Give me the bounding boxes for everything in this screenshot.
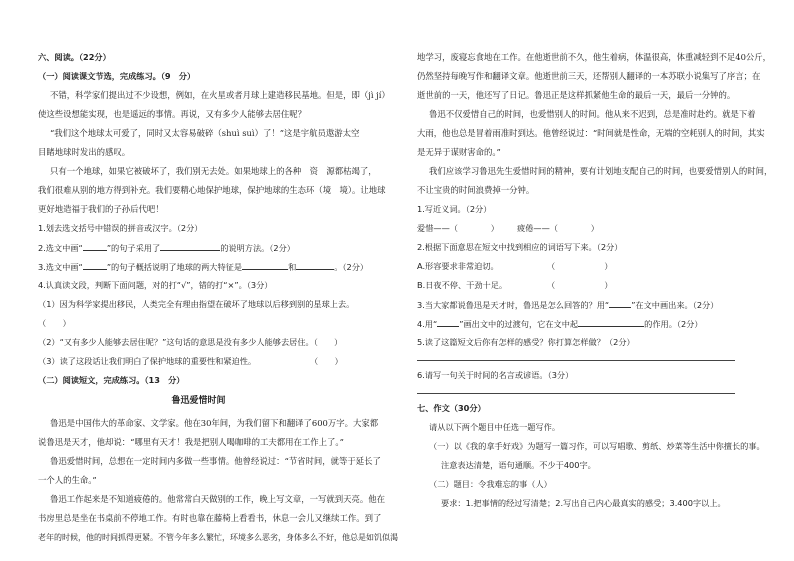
writing-option-1-req: 注意表达清楚，语句通顺。不少于400字。 xyxy=(441,460,596,470)
question-3: 3.选文中画“ ”的句子概括说明了地球的两大特征是 和 。（2分） xyxy=(38,262,369,272)
question-2-item: A.形容要求非常迫切。 xyxy=(417,261,499,271)
answer-paren[interactable]: （ ） xyxy=(547,261,613,271)
essay-title: 鲁迅爱惜时间 xyxy=(171,396,226,406)
section7-title: 七、作文（30分） xyxy=(417,403,486,413)
essay-line: 一个人的生命。” xyxy=(38,475,97,485)
synonym-answer[interactable]: 疲倦——（ ） xyxy=(517,223,599,233)
answer-paren[interactable]: （ ） xyxy=(38,318,71,328)
answer-blank[interactable] xyxy=(83,242,107,251)
question-6: 6.请写一句关于时间的名言或谚语。（3分） xyxy=(417,370,574,380)
essay-line: 仍然坚持每晚写作和翻译文章。他逝世前三天，还帮别人翻译的一本苏联小说集写了序言；在 xyxy=(417,71,761,81)
question-1: 1.写近义词。（2分） xyxy=(417,204,492,214)
question-4-item: （1）因为科学家提出移民，人类完全有理由指望在破坏了地球以后移到别的星球上去。 xyxy=(38,299,355,309)
synonym-answer[interactable]: 爱惜——（ ） xyxy=(417,223,499,233)
answer-blank[interactable] xyxy=(296,261,334,270)
essay-line: 地学习，废寝忘食地在工作。在他逝世前不久，他生着病，体温很高，体重减轻到不足40公斤， xyxy=(417,52,772,62)
part1-title: （一）阅读课文节选，完成练习。（9 分） xyxy=(38,71,196,81)
writing-option-2-req: 要求：1.把事情的经过写清楚；2.写出自己内心最真实的感受；3.400字以上。 xyxy=(441,498,726,508)
question-2-item: B.日夜不停、干劲十足。 xyxy=(417,280,508,290)
essay-line: 鲁迅是中国伟大的革命家、文学家。他在30年间，为我们留下和翻译了600万字。大家都 xyxy=(50,418,379,428)
essay-line: 不让宝贵的时间浪费掉一分钟。 xyxy=(417,185,535,195)
answer-paren[interactable]: （ ） xyxy=(310,356,343,366)
writing-intro: 请从以下两个题目中任选一题写作。 xyxy=(429,422,561,432)
question-3: 3.当大家都说鲁迅是天才时，鲁迅是怎么回答的？用“ ”在文中画出来。（2分） xyxy=(417,300,719,310)
answer-blank[interactable] xyxy=(437,318,459,327)
question-4: 4.用“ ”画出文中的过渡句，它在文中起 的作用。（2分） xyxy=(417,319,703,329)
passage1-line: 更好地造福于我们的子孙后代吧！ xyxy=(38,204,164,214)
answer-blank[interactable] xyxy=(242,261,288,270)
answer-line[interactable] xyxy=(417,360,735,361)
answer-blank[interactable] xyxy=(578,318,644,327)
passage1-line: 不错，科学家们提出过不少设想，例如，在火星或者月球上建造移民基地。但是，即（jì jí） xyxy=(50,90,390,100)
question-1: 1.划去选文括号中错误的拼音或汉字。（2分） xyxy=(38,223,203,233)
answer-blank[interactable] xyxy=(609,299,631,308)
answer-line[interactable] xyxy=(417,393,735,394)
answer-blank[interactable] xyxy=(83,261,107,270)
essay-line: 老年的时候，他的时间抓得更紧。不管今年多么繁忙，环境多么恶劣，身体多么不好，他总是如饥似渴 xyxy=(38,533,398,542)
answer-paren[interactable]: （ ） xyxy=(547,280,613,290)
essay-line: 鲁迅不仅爱惜自己的时间，也爱惜别人的时间。他从来不迟到，总是准时赴约。就是下着 xyxy=(429,109,756,119)
passage1-line: “我们这个地球太可爱了，同时又太容易破碎（shuì suì）了！”这是宇航员遨游太空 xyxy=(50,128,360,138)
passage1-line: 使这些设想能实现，也是遥远的事情。再说，又有多少人能够去居住呢？ xyxy=(38,109,306,119)
part2-title: （二）阅读短文，完成练习。（13 分） xyxy=(38,375,185,385)
question-4-item: （3）读了这段话让我们明白了保护地球的重要性和紧迫性。 xyxy=(38,356,257,366)
answer-blank[interactable] xyxy=(160,242,220,251)
section6-title: 六、阅读。（22分） xyxy=(38,52,111,62)
question-4: 4.认真读文段，判断下面问题，对的打“√”，错的打“×”。（3分） xyxy=(38,280,273,290)
question-5: 5.读了这篇短文后你有怎样的感受？你打算怎样做？（2分） xyxy=(417,337,635,347)
writing-option-2: （二）题目：令我难忘的事（人） xyxy=(429,479,552,489)
essay-line: 说鲁迅是天才，他却说：“哪里有天才！我是把别人喝咖啡的工夫都用在工作上了。” xyxy=(38,437,344,447)
essay-line: 鲁迅爱惜时间，总想在一定时间内多做一些事情。他曾经说过：“节省时间，就等于延长了 xyxy=(50,456,381,466)
essay-line: 逝世前的一天，他还写了日记。鲁迅正是这样抓紧他生命的最后一天，最后一分钟的。 xyxy=(417,90,736,100)
essay-line: 我们应该学习鲁迅先生爱惜时间的精神，要有计划地支配自己的时间，也要爱惜别人的时间， xyxy=(429,166,773,176)
question-2: 2.选文中画“ ”的句子采用了 的说明方法。（2分） xyxy=(38,243,295,253)
question-4-item: （2）“又有多少人能够去居住呢？”这句话的意思是没有多少人能够去居住。（ ） xyxy=(38,337,343,347)
passage1-line: 目睹地球时发出的感叹。 xyxy=(38,147,131,157)
question-2: 2.根据下面意思在短文中找到相应的词语写下来。（2分） xyxy=(417,242,623,252)
essay-line: 大雨，他也总是冒着雨准时到达。他曾经说过：“时间就是性命，无端的空耗别人的时间，其实 xyxy=(417,128,765,138)
writing-option-1: （一）以《我的拿手好戏》为题写一篇习作，可以写唱歌、剪纸、炒菜等生活中你擅长的事。 xyxy=(429,441,765,451)
essay-line: 鲁迅工作起来是不知道疲倦的。他常常白天做别的工作，晚上写文章，一写就到天亮。他在 xyxy=(50,494,385,504)
essay-line: 书房里总是坐在书桌前不停地工作。有时也靠在藤椅上看看书，休息一会儿又继续工作。到了 xyxy=(38,513,382,523)
passage1-line: 只有一个地球，如果它被破坏了，我们别无去处。如果地球上的各种 资 源都枯竭了， xyxy=(50,166,377,176)
essay-line: 是无异于谋财害命的。” xyxy=(417,147,501,157)
passage1-line: 我们很难从别的地方得到补充。我们要精心地保护地球，保护地球的生态环（境 境）。让地球 xyxy=(38,185,386,195)
